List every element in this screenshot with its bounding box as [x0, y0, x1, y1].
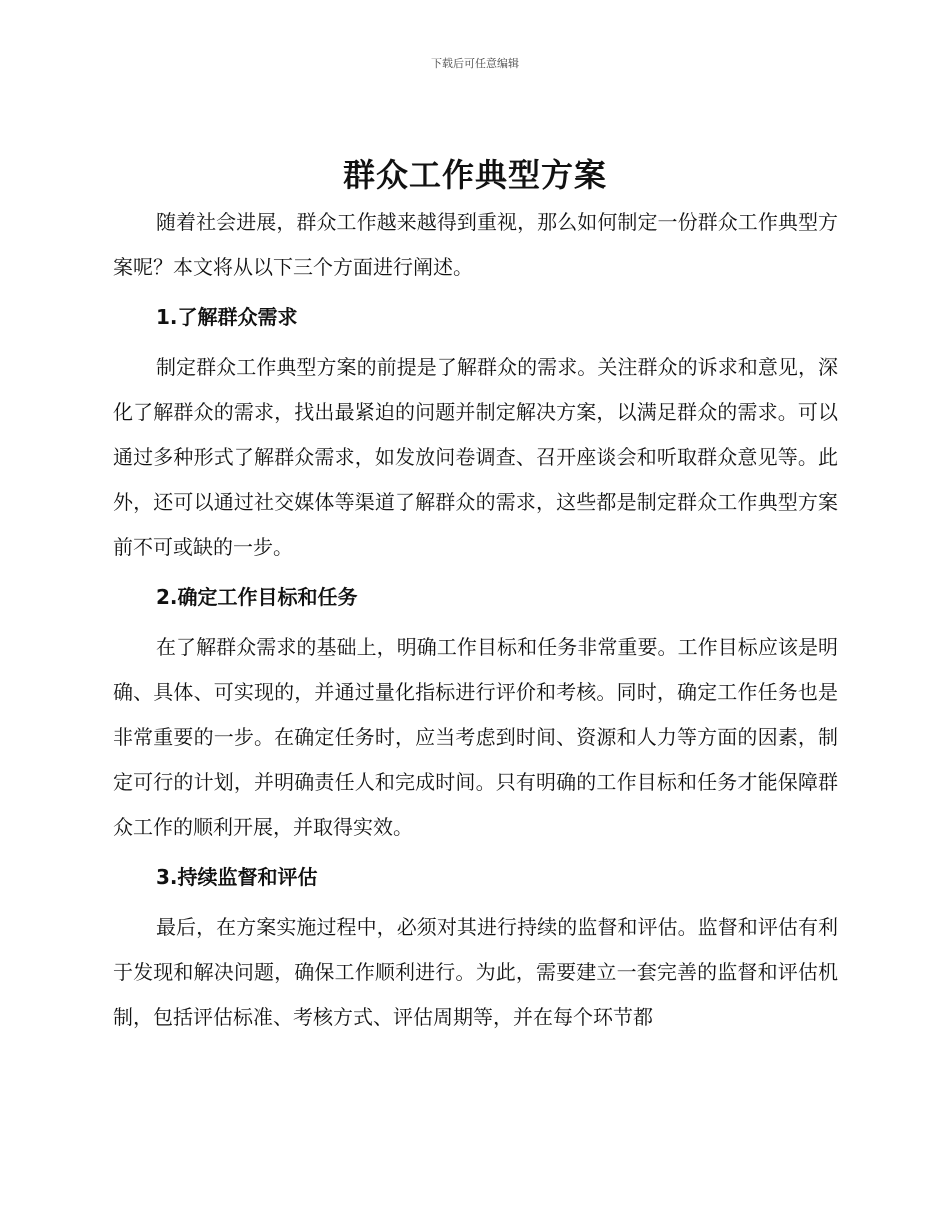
document-title: 群众工作典型方案 — [342, 156, 607, 194]
section-1 — [113, 290, 838, 570]
document-body — [113, 200, 838, 1040]
section-heading: 2.确定工作目标和任务 — [156, 585, 358, 609]
section-paragraph: 在了解群众需求的基础上，明确工作目标和任务非常重要。工作目标应该是明确、具体、可实现的，并通过量化指标进行评价和考核。同时，确定工作任务也是非常重要的一步。在确定任务时，应当考虑到时间、资源和人力等方面的因素，制定可行的计划，并明确责任人和完成时间。只有明确的工作目标和任务才能保障群众工作的顺利开展，并取得实效。 — [113, 635, 838, 839]
section-paragraph: 制定群众工作典型方案的前提是了解群众的需求。关注群众的诉求和意见，深化了解群众的需求，找出最紧迫的问题并制定解决方案，以满足群众的需求。可以通过多种形式了解群众需求，如发放问卷调查、召开座谈会和听取群众意见等。此外，还可以通过社交媒体等渠道了解群众的需求，这些都是制定群众工作典型方案前不可或缺的一步。 — [113, 355, 838, 559]
section-2 — [113, 570, 838, 850]
section-paragraph: 最后，在方案实施过程中，必须对其进行持续的监督和评估。监督和评估有利于发现和解决问题，确保工作顺利进行。为此，需要建立一套完善的监督和评估机制，包括评估标准、考核方式、评估周期等，并在每个环节都 — [113, 915, 838, 1029]
header-note: 下载后可任意编辑 — [431, 57, 519, 70]
section-heading: 1.了解群众需求 — [156, 305, 298, 329]
intro-paragraph: 随着社会进展，群众工作越来越得到重视，那么如何制定一份群众工作典型方案呢？本文将从以下三个方面进行阐述。 — [113, 210, 838, 279]
section-heading: 3.持续监督和评估 — [156, 865, 318, 889]
section-3 — [113, 850, 838, 1040]
